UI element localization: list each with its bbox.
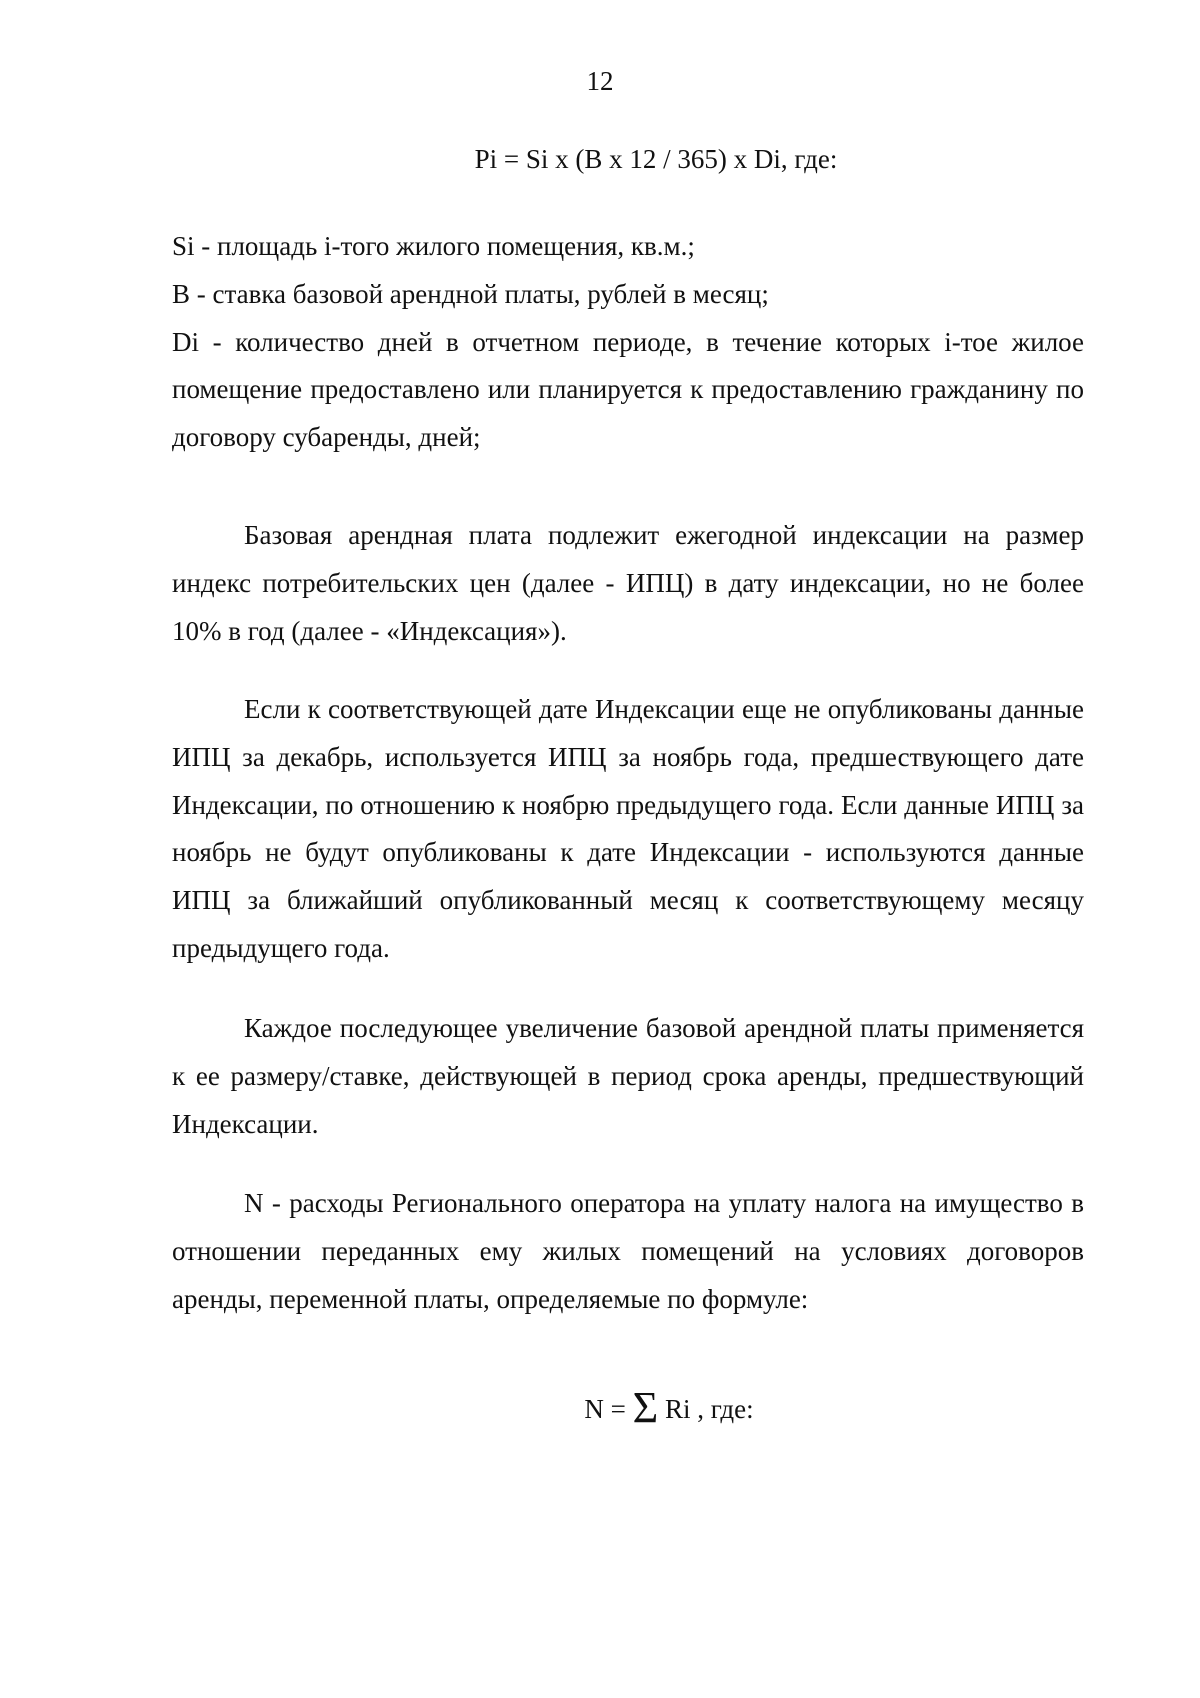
- paragraph-text: N - расходы Регионального оператора на уплату налога на имущество в отношении переданных ему жилых помещений на условиях договоров аренды, переменной платы, определяемые по формуле:: [172, 1188, 1084, 1314]
- definition-di: Di - количество дней в отчетном периоде, в течение которых i-тое жилое помещение предоставлено или планируется к предоставлению гражданину по договору субаренды, дней;: [172, 326, 1084, 453]
- paragraph-indexation: [172, 512, 1084, 655]
- formula-n-left: N =: [584, 1394, 626, 1424]
- page-number: 12: [586, 66, 614, 96]
- sigma-symbol: Σ: [632, 1383, 659, 1432]
- formula-n: [0, 1383, 1200, 1432]
- definition-b: B - ставка базовой арендной платы, рублей в месяц;: [172, 278, 769, 309]
- definition-si: Si - площадь i-того жилого помещения, кв.м.;: [172, 231, 695, 261]
- paragraph-cpi-data: [172, 686, 1084, 973]
- paragraph-text: Если к соответствующей дате Индексации еще не опубликованы данные ИПЦ за декабрь, используется ИПЦ за ноябрь года, предшествующего дате Индексации, по отношению к ноябрю предыдущего года. Если данные ИПЦ за ноябрь не будут опубликованы к дате Индексации - используются данные ИПЦ за ближайший опубликованный месяц к соответствующему месяцу предыдущего года.: [172, 694, 1084, 963]
- paragraph-tax-expenses: [172, 1180, 1084, 1323]
- formula-pi: Pi = Si x (B x 12 / 365) x Di, где:: [474, 144, 838, 174]
- paragraph-text: Базовая арендная плата подлежит ежегодной индексации на размер индекс потребительских цен (далее - ИПЦ) в дату индексации, но не более 10% в год (далее - «Индексация»).: [172, 520, 1084, 646]
- paragraph-text: Каждое последующее увеличение базовой арендной платы применяется к ее размеру/ставке, действующей в период срока аренды, предшествующий Индексации.: [172, 1013, 1084, 1139]
- formula-n-right: Ri , где:: [664, 1394, 754, 1424]
- paragraph-increase: [172, 1005, 1084, 1148]
- definitions-list: [172, 223, 1084, 462]
